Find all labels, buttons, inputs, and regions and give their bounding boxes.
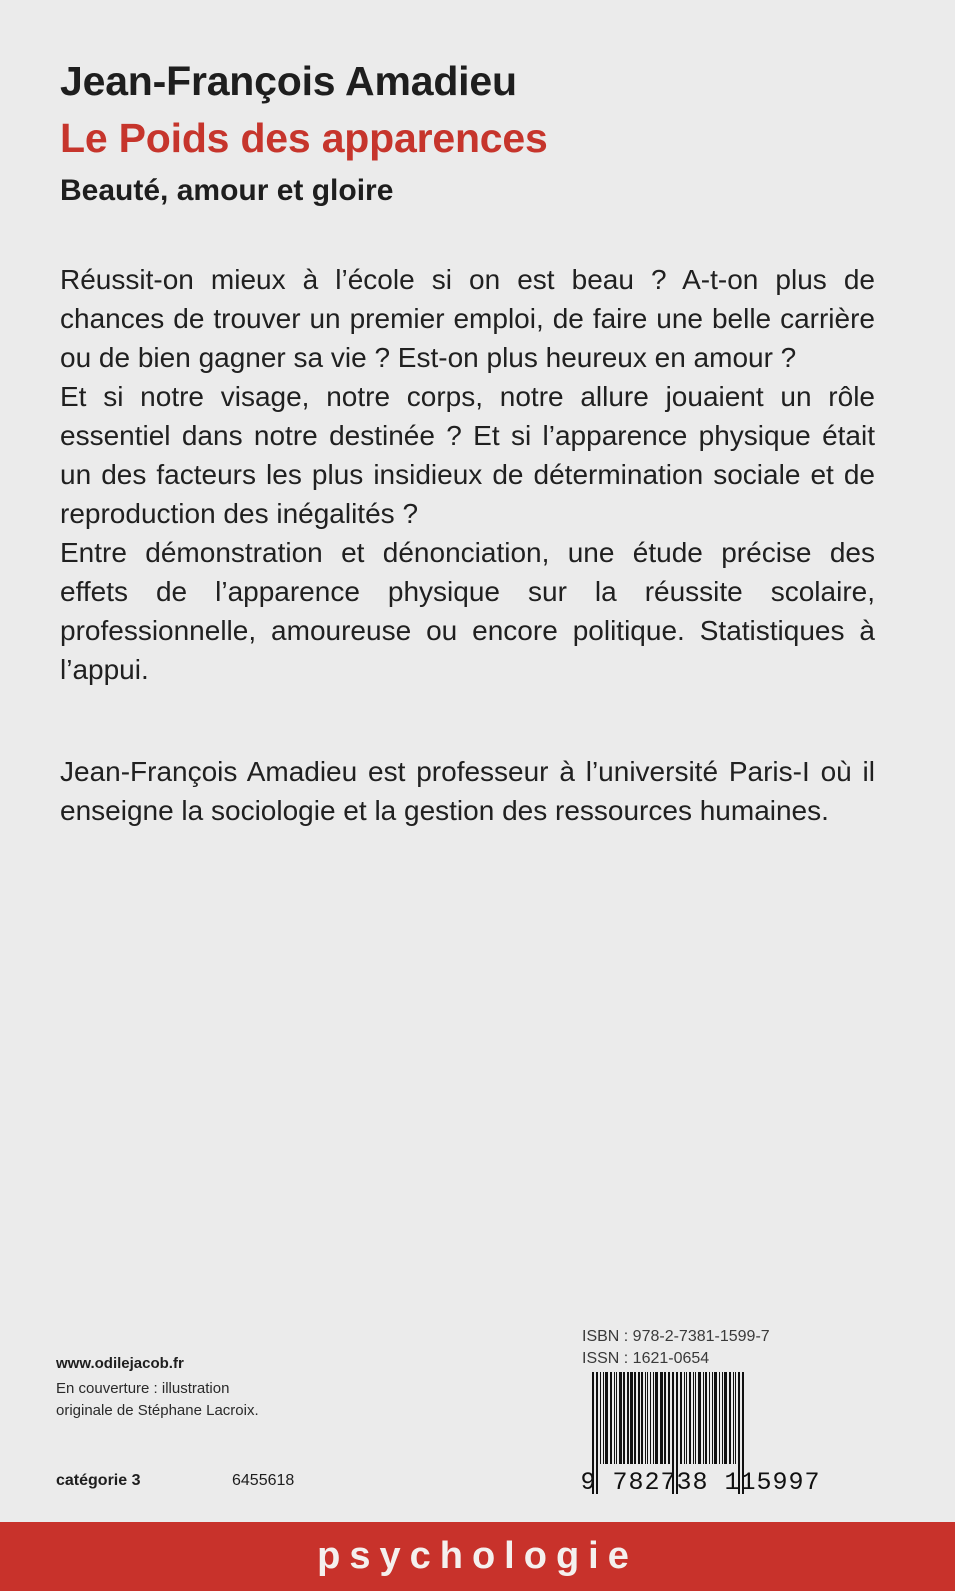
category-band	[0, 1522, 955, 1591]
barcode-bar	[664, 1372, 666, 1464]
barcode-bar	[695, 1372, 696, 1464]
barcode-bar	[650, 1372, 651, 1464]
barcode-bar	[714, 1372, 717, 1464]
author-bio-text: Jean-François Amadieu est professeur à l’université Paris-I où il enseigne la sociologie et la gestion des ressources humaines.	[60, 756, 875, 826]
blurb-paragraph-2: Et si notre visage, notre corps, notre allure jouaient un rôle essentiel dans notre destinée ? Et si l’apparence physique était un des facteurs les plus insidieux de détermination sociale et de reproduction des inégalités ?	[60, 381, 875, 529]
barcode-bar	[660, 1372, 663, 1464]
barcode-bar	[610, 1372, 612, 1464]
barcode-bar	[653, 1372, 654, 1464]
identifiers	[582, 1326, 770, 1370]
barcode-bar	[709, 1372, 710, 1464]
barcode-bar	[627, 1372, 629, 1464]
barcode-bar	[623, 1372, 625, 1464]
barcode-bar	[647, 1372, 648, 1464]
blurb-text	[60, 260, 875, 689]
barcode-digits: 9 782738 115997	[580, 1468, 821, 1497]
product-code: 6455618	[232, 1472, 295, 1489]
barcode-bar	[655, 1372, 658, 1464]
barcode-bar	[603, 1372, 604, 1464]
author-name: Jean-François Amadieu	[60, 58, 517, 104]
barcode-bar	[722, 1372, 723, 1464]
barcode-bar	[680, 1372, 682, 1464]
barcode-bar	[729, 1372, 731, 1464]
barcode-bar	[733, 1372, 734, 1464]
barcode-bar	[668, 1372, 670, 1464]
issn-text: ISSN : 1621-0654	[582, 1350, 710, 1367]
barcode-bar	[719, 1372, 720, 1464]
cover-credit-line-2: originale de Stéphane Lacroix.	[56, 1402, 259, 1419]
barcode-bar	[630, 1372, 633, 1464]
barcode-bar	[735, 1372, 736, 1464]
isbn-text: ISBN : 978-2-7381-1599-7	[582, 1328, 770, 1345]
barcode-bar	[684, 1372, 685, 1464]
book-title: Le Poids des apparences	[60, 115, 548, 161]
barcode-bar	[616, 1372, 617, 1464]
barcode-bar	[619, 1372, 622, 1464]
barcode-bar	[703, 1372, 704, 1464]
barcode-bar	[605, 1372, 608, 1464]
cover-credit-line-1: En couverture : illustration	[56, 1380, 230, 1397]
blurb-paragraph-1: Réussit-on mieux à l’école si on est beau ? A-t-on plus de chances de trouver un premier emploi, de faire une belle carrière ou de bien gagner sa vie ? Est-on plus heureux en amour ?	[60, 264, 875, 373]
barcode-bar	[638, 1372, 640, 1464]
barcode-bar	[634, 1372, 636, 1464]
category-band-label: psychologie	[317, 1535, 638, 1577]
category-label: catégorie 3	[56, 1472, 141, 1489]
barcode-bar	[712, 1372, 713, 1464]
barcode-bar	[689, 1372, 691, 1464]
barcode-bar	[614, 1372, 615, 1464]
author-bio	[60, 752, 875, 830]
barcode-bar	[641, 1372, 643, 1464]
barcode-bar	[698, 1372, 701, 1464]
barcode-bar	[693, 1372, 694, 1464]
blurb-paragraph-3: Entre démonstration et dénonciation, une étude précise des effets de l’apparence physique sur la réussite scolaire, professionnelle, amoureuse ou encore politique. Statistiques à l’appui.	[60, 537, 875, 685]
barcode-bar	[600, 1372, 601, 1464]
barcode-bar	[645, 1372, 646, 1464]
book-subtitle: Beauté, amour et gloire	[60, 174, 394, 207]
barcode-bar	[705, 1372, 707, 1464]
barcode-bar	[724, 1372, 727, 1464]
cover-credit	[56, 1378, 259, 1422]
barcode-bar	[686, 1372, 687, 1464]
publisher-website: www.odilejacob.fr	[56, 1355, 184, 1372]
